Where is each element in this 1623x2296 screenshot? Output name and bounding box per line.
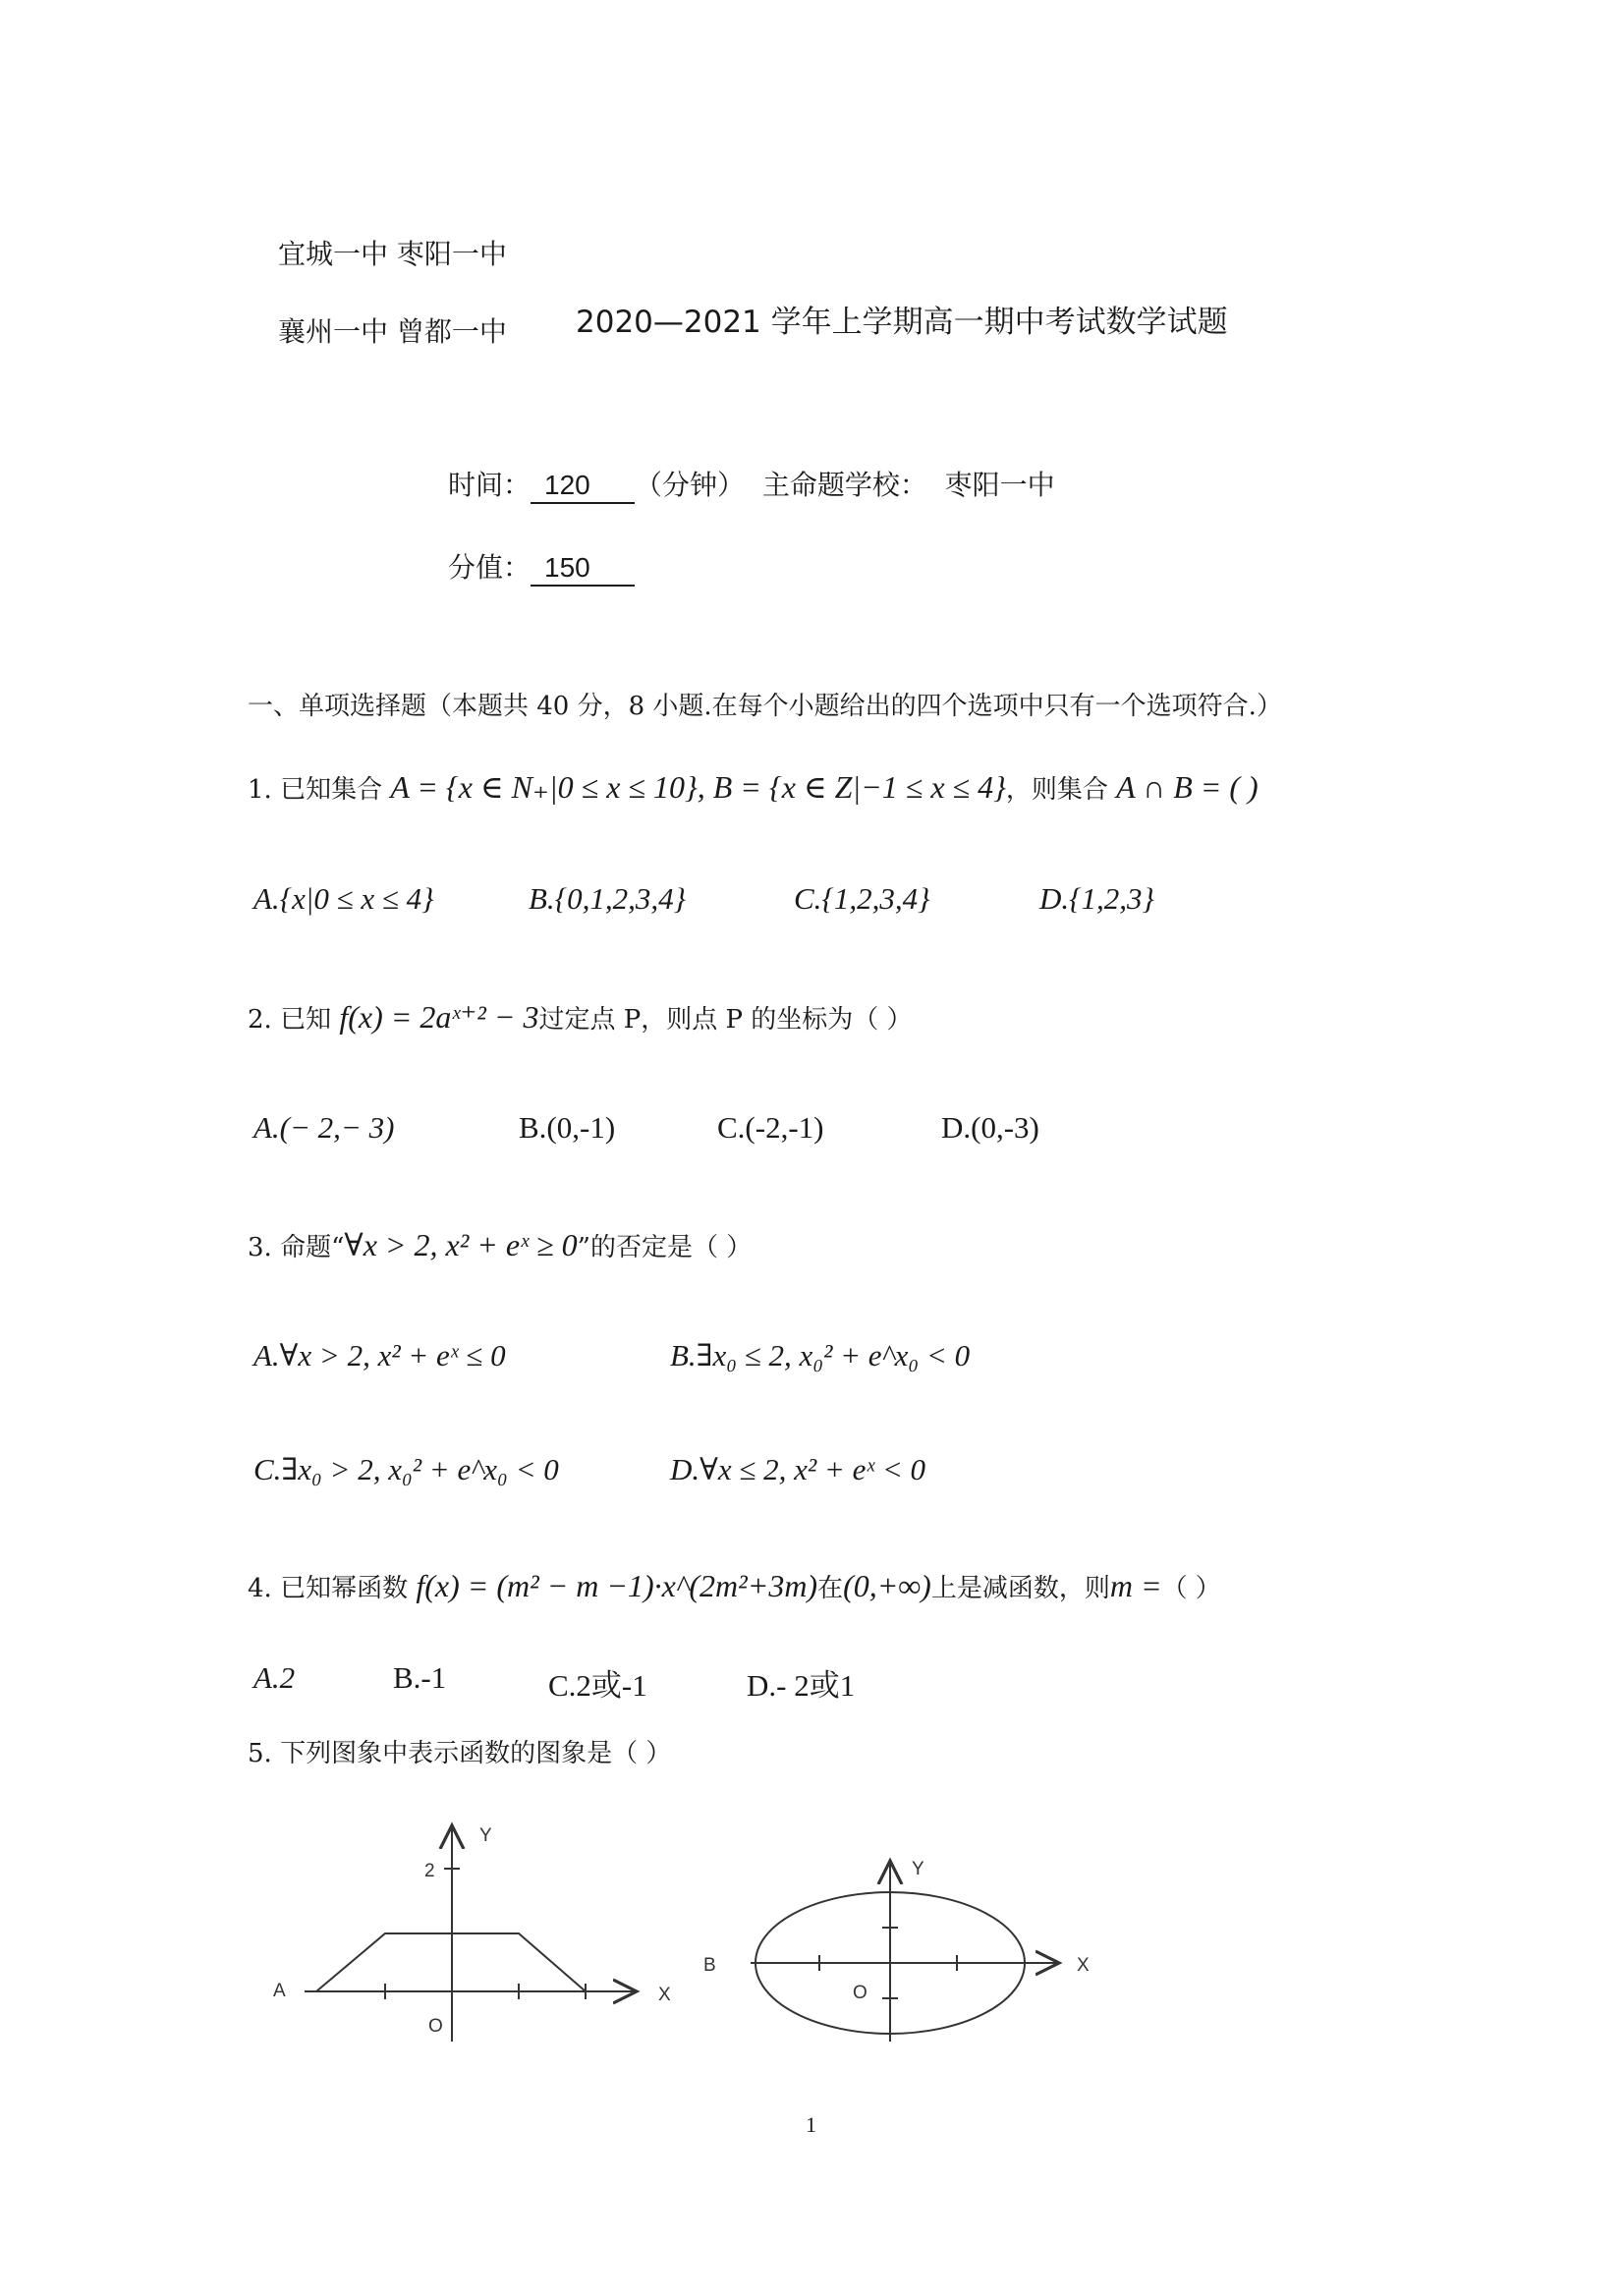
fig-b-x-label: X [1077,1955,1090,1976]
question-1-stem [248,768,1259,806]
score-label: 分值： [448,551,532,584]
fig-a-tick-label: 2 [424,1861,435,1881]
q2-option-c: C.(-2,-1) [717,1110,824,1145]
q1-option-b: B.{0,1,2,3,4} [529,881,686,916]
school-label: 主命题学校： [761,469,927,501]
exam-title: 2020—2021 学年上学期高一期中考试数学试题 [576,305,1228,340]
schools-line-2: 襄州一中 曾都一中 [278,315,507,348]
question-2-stem [248,998,913,1036]
q4-math3: m = [1109,1568,1162,1603]
q2-suffix: 过定点 P，则点 P 的坐标为（ ） [538,1005,913,1035]
q1-prefix: 1. 已知集合 [248,775,391,805]
question-5-stem: 5. 下列图象中表示函数的图象是（ ） [248,1739,672,1768]
page-number: 1 [806,2112,816,2137]
q4-option-a: A.2 [253,1660,296,1695]
q4-option-d: D.- 2或1 [747,1668,856,1703]
q1-option-a: A.{x|0 ≤ x ≤ 4} [253,881,434,916]
q4-math2: (0,+∞) [843,1568,931,1603]
figure-a [255,1808,688,2053]
fig-b-origin: O [853,1983,867,2003]
q2-option-b: B.(0,-1) [519,1110,616,1145]
q3-prefix: 3. 命题“ [248,1233,345,1262]
question-4-stem [248,1568,1221,1604]
q4-mid2: 上是减函数，则 [930,1574,1110,1603]
q4-option-c: C.2或-1 [548,1668,647,1703]
question-3-stem [248,1226,752,1263]
fig-b-y-label: Y [912,1859,924,1879]
school-value: 枣阳一中 [944,469,1055,501]
q4-suffix: （ ） [1161,1574,1221,1603]
q3-math: ∀x > 2, x² + eˣ ≥ 0 [344,1227,578,1262]
schools-line-1: 宜城一中 枣阳一中 [278,238,507,270]
q4-mid: 在 [817,1574,844,1603]
q2-option-a: A.(− 2,− 3) [253,1110,395,1145]
q2-option-d: D.(0,-3) [941,1110,1039,1145]
score-value: 150 [531,552,635,587]
q4-option-b: B.-1 [393,1660,447,1695]
q3-option-c: C.∃x₀ > 2, x₀² + e^x₀ < 0 [253,1452,559,1486]
time-label: 时间： [448,469,532,501]
score-row [448,546,635,587]
q3-option-d: D.∀x ≤ 2, x² + eˣ < 0 [670,1452,926,1486]
q1-option-d: D.{1,2,3} [1039,881,1154,916]
q3-option-b: B.∃x₀ ≤ 2, x₀² + e^x₀ < 0 [670,1338,971,1372]
fig-a-x-label: X [658,1985,671,2005]
q1-math: A = {x ∈ N₊|0 ≤ x ≤ 10}, B = {x ∈ Z|−1 ≤ x ≤ 4} [390,769,1006,805]
fig-a-y-label: Y [479,1825,492,1846]
section-heading: 一、单项选择题（本题共 40 分，8 小题.在每个小题给出的四个选项中只有一个选项符合.） [248,692,1282,721]
q3-suffix: ”的否定是（ ） [577,1233,753,1262]
q1-math2: A ∩ B = ( ) [1116,769,1259,805]
time-row [448,464,1055,504]
q1-option-c: C.{1,2,3,4} [794,881,930,916]
figure-b [688,1837,1120,2044]
time-value: 120 [531,470,635,504]
q4-prefix: 4. 已知幂函数 [248,1574,417,1603]
q1-mid: ，则集合 [1005,775,1117,805]
q4-math: f(x) = (m² − m −1)·x^(2m²+3m) [416,1568,818,1603]
q2-prefix: 2. 已知 [248,1005,340,1035]
q3-option-a: A.∀x > 2, x² + eˣ ≤ 0 [253,1338,506,1372]
fig-a-label: A [273,1981,286,2001]
fig-b-label: B [703,1955,716,1976]
time-unit: （分钟） [635,469,746,501]
fig-a-origin: O [428,2016,443,2037]
q2-math: f(x) = 2aˣ⁺² − 3 [339,999,539,1035]
